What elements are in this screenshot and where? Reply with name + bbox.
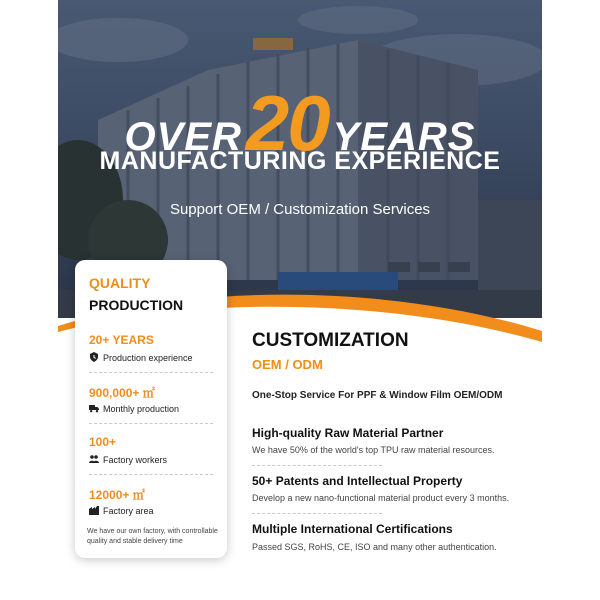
stat-label-years-text: Production experience (103, 353, 193, 363)
poster (58, 0, 542, 600)
stat-value-years: 20+ YEARS (89, 333, 154, 347)
headline-over: OVER (124, 115, 242, 159)
feature-desc-raw-material: We have 50% of the world's top TPU raw material resources. (252, 445, 495, 455)
stat-label-monthly-text: Monthly production (103, 404, 180, 414)
headline-tagline: Support OEM / Customization Services (169, 201, 431, 218)
card-heading-production: PRODUCTION (89, 297, 184, 313)
truck-icon (89, 403, 99, 413)
feature-desc-certifications: Passed SGS, RoHS, CE, ISO and many other authentication. (252, 542, 497, 552)
customization-title: CUSTOMIZATION (252, 330, 409, 351)
stat-value-workers: 100+ (89, 435, 117, 449)
card-heading-quality: QUALITY (89, 275, 151, 291)
divider (89, 423, 213, 424)
stat-label-area (89, 505, 154, 516)
stat-value-monthly: 900,000+ ㎡ (89, 386, 155, 400)
divider (252, 513, 382, 514)
stat-label-years (89, 352, 193, 363)
card-footnote: We have our own factory, with controllable quality and stable delivery time (87, 528, 218, 545)
feature-title-certifications: Multiple International Certifications (252, 522, 453, 536)
oem-odm-subtitle: OEM / ODM (252, 357, 323, 372)
shield-clock-icon (89, 352, 99, 362)
stat-label-workers-text: Factory workers (103, 455, 168, 465)
divider (252, 465, 382, 466)
stat-label-area-text: Factory area (103, 506, 154, 516)
quality-production-card (75, 260, 227, 558)
feature-title-patents: 50+ Patents and Intellectual Property (252, 474, 463, 488)
stat-label-monthly (89, 403, 179, 414)
stat-label-workers (89, 454, 167, 465)
headline-number: 20 (245, 79, 329, 167)
people-icon (89, 454, 99, 464)
headline-years: YEARS (332, 115, 476, 159)
feature-title-raw-material: High-quality Raw Material Partner (252, 426, 444, 440)
feature-desc-patents: Develop a new nano-functional material product every 3 months. (252, 493, 510, 503)
divider (89, 474, 213, 475)
headline-subtitle: MANUFACTURING EXPERIENCE (99, 147, 501, 175)
one-stop-service-text: One-Stop Service For PPF & Window Film OEM/ODM (252, 390, 503, 401)
stat-value-area: 12000+ ㎡ (89, 488, 145, 502)
divider (89, 372, 213, 373)
factory-icon (89, 505, 99, 515)
